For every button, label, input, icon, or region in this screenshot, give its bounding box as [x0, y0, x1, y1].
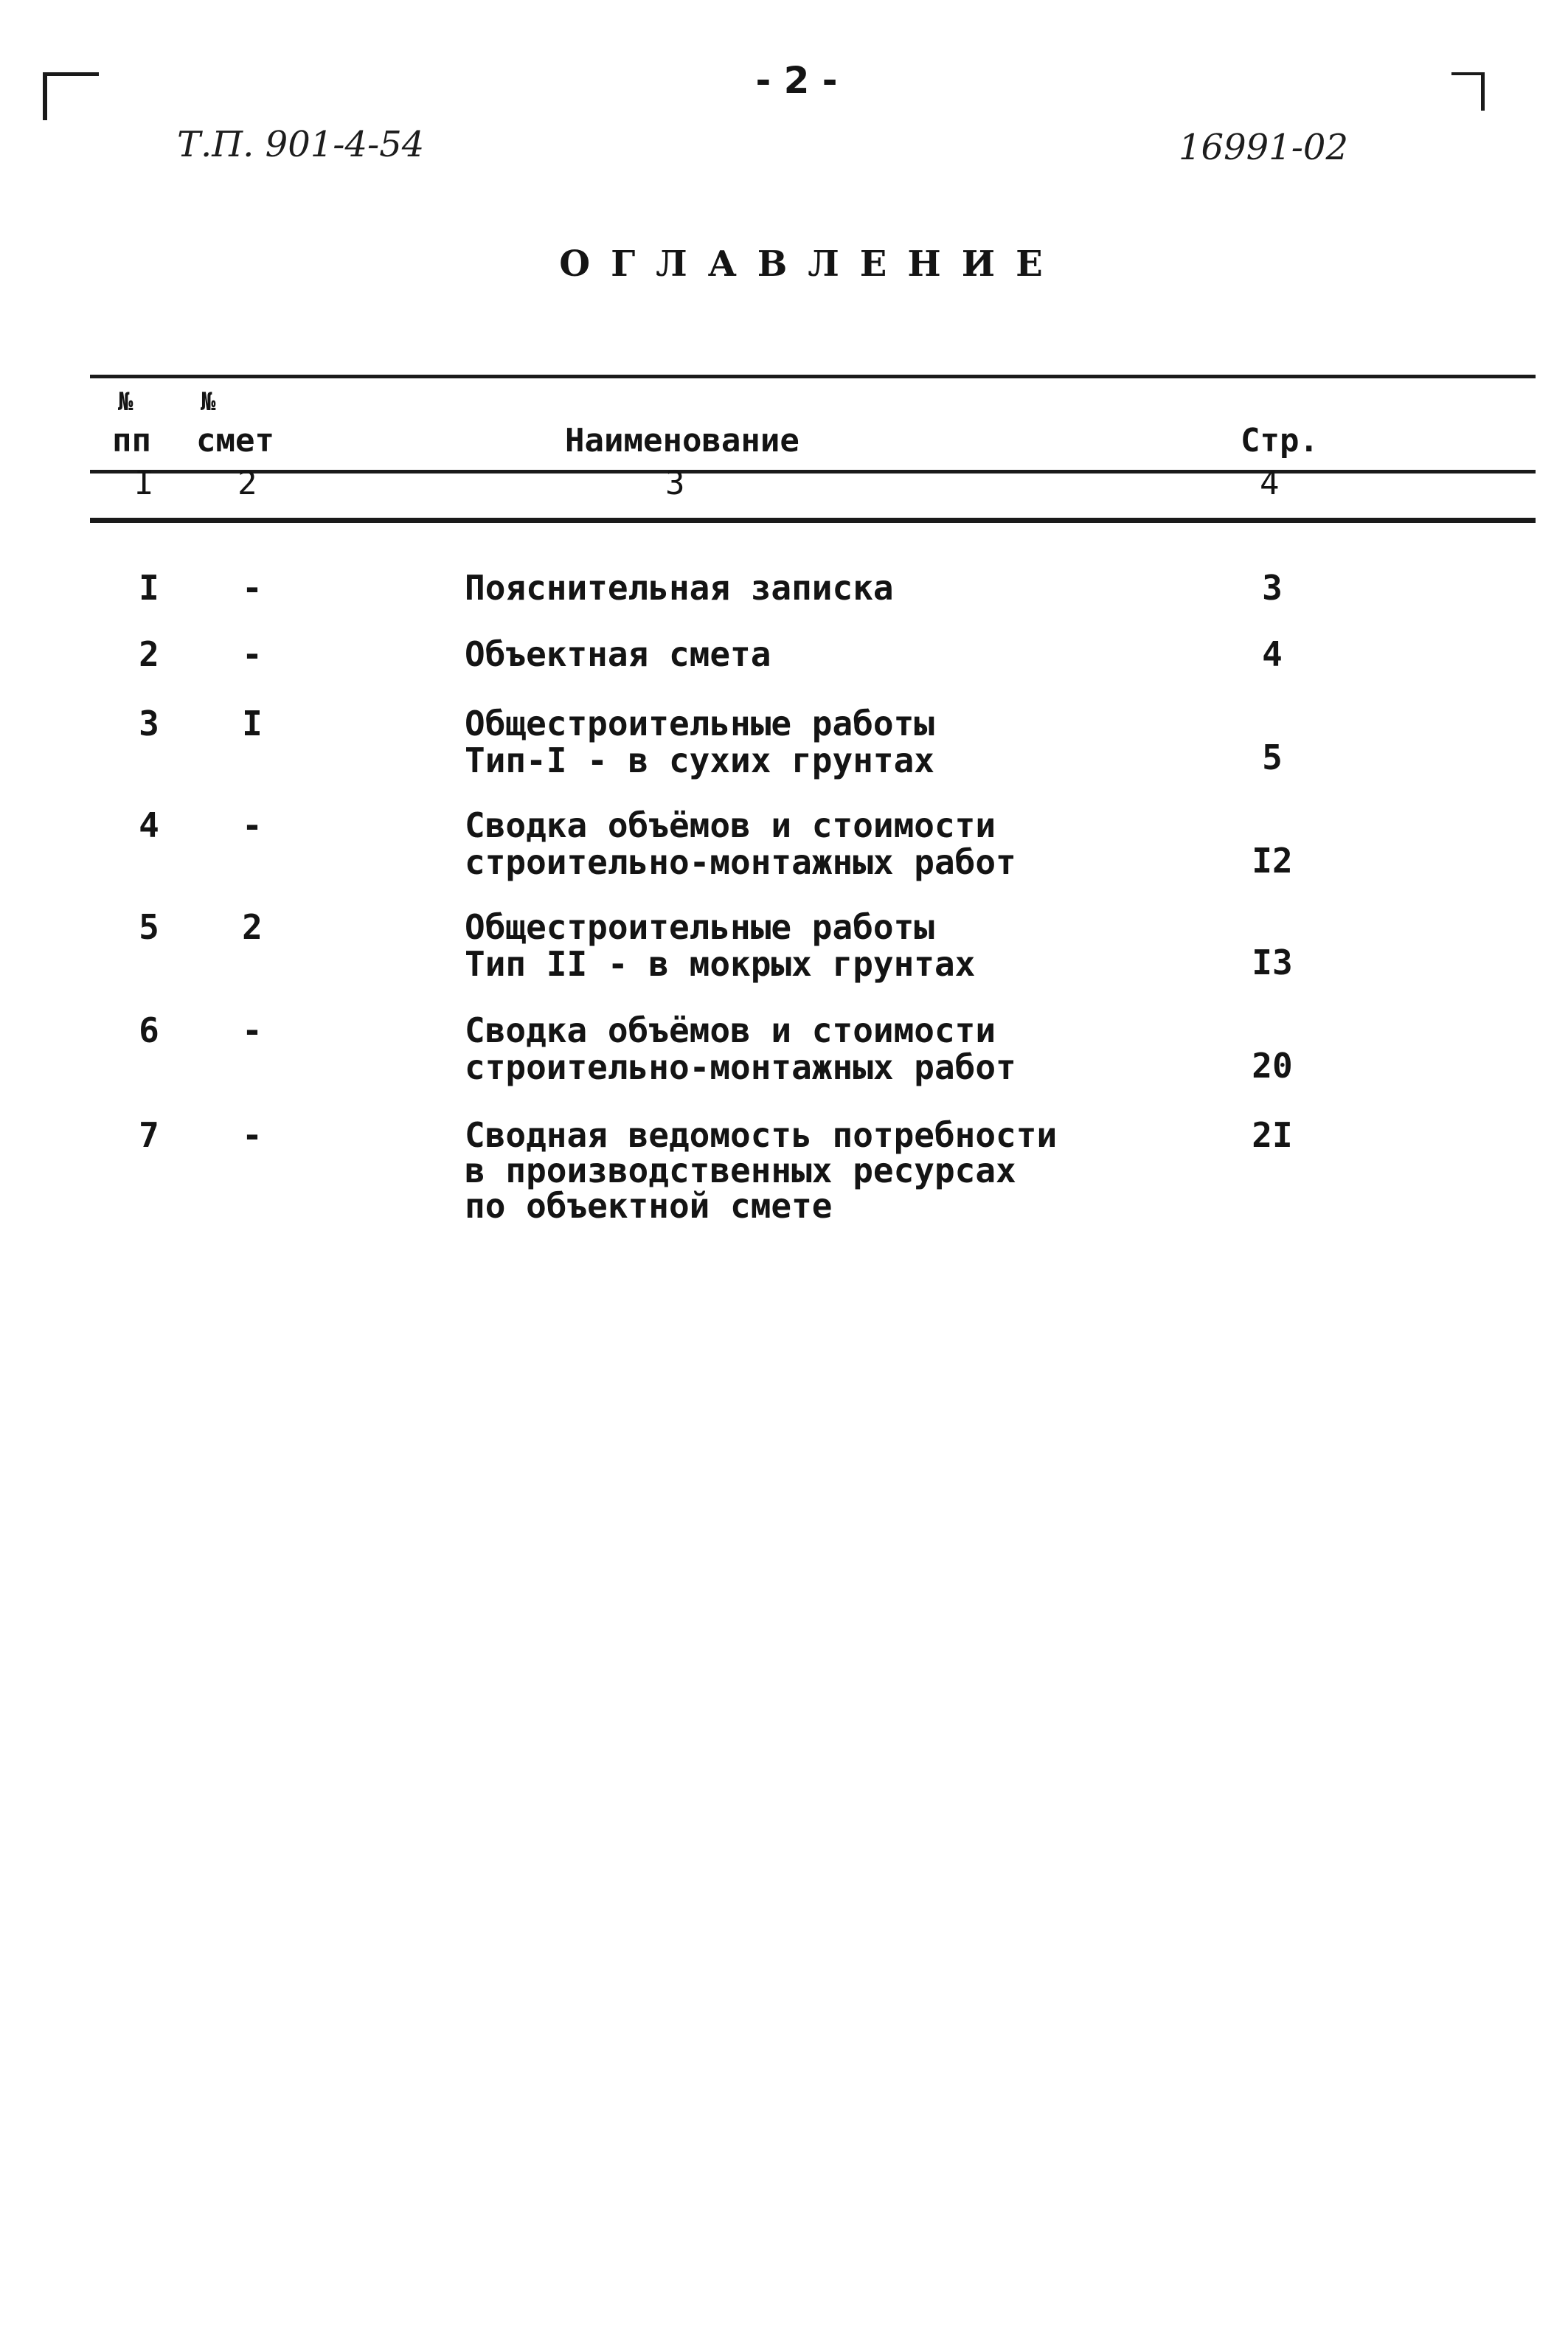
- page-number: - 2 -: [755, 59, 838, 102]
- col-page-header: Стр.: [1241, 422, 1319, 459]
- row-pp: I: [139, 568, 159, 608]
- row-page: I3: [1252, 943, 1293, 982]
- col-name-header: Наименование: [565, 422, 799, 459]
- row-pp: 3: [139, 704, 159, 743]
- row-name-line: Сводка объёмов и стоимости: [465, 805, 996, 845]
- row-name-line: Общестроительные работы: [465, 704, 934, 743]
- row-smet: -: [242, 1010, 263, 1050]
- page-title: ОГЛАВЛЕНИЕ: [559, 243, 1064, 285]
- corner-mark-top-right: [1451, 72, 1485, 111]
- row-page: 5: [1262, 738, 1283, 777]
- row-pp: 7: [139, 1115, 159, 1155]
- col-smet-mark: №: [201, 387, 216, 417]
- row-name-line: строительно-монтажных работ: [465, 1047, 1016, 1087]
- row-smet: -: [242, 634, 263, 674]
- corner-mark-top-left: [43, 72, 99, 120]
- row-name-line: по объектной смете: [465, 1186, 833, 1226]
- col-smet-header: смет: [196, 422, 274, 459]
- row-name-line: Пояснительная записка: [465, 568, 894, 608]
- row-smet: 2: [242, 907, 263, 947]
- row-page: 4: [1262, 634, 1283, 674]
- row-pp: 6: [139, 1010, 159, 1050]
- row-page: I2: [1252, 841, 1293, 881]
- col-smet-index: 2: [237, 465, 257, 502]
- document-code: Т.П. 901-4-54: [177, 124, 425, 165]
- row-name-line: Общестроительные работы: [465, 907, 934, 947]
- row-name-line: Сводная ведомость потребности: [465, 1115, 1058, 1155]
- row-pp: 2: [139, 634, 159, 674]
- row-page: 2I: [1252, 1115, 1293, 1155]
- row-page: 20: [1252, 1046, 1293, 1086]
- table-rule-middle: [90, 470, 1536, 473]
- row-page: 3: [1262, 568, 1283, 608]
- row-smet: -: [242, 568, 263, 608]
- row-name-line: Сводка объёмов и стоимости: [465, 1010, 996, 1050]
- col-page-index: 4: [1260, 465, 1280, 502]
- row-name-line: строительно-монтажных работ: [465, 842, 1016, 882]
- row-name-line: Объектная смета: [465, 634, 771, 674]
- row-smet: I: [242, 704, 263, 743]
- row-smet: -: [242, 805, 263, 845]
- document-number: 16991-02: [1179, 127, 1348, 168]
- row-smet: -: [242, 1115, 263, 1155]
- table-rule-bottom: [90, 518, 1536, 523]
- col-name-index: 3: [665, 465, 685, 502]
- row-name-line: в производственных ресурсах: [465, 1151, 1016, 1190]
- col-pp-header: пп: [112, 422, 151, 459]
- col-pp-mark: №: [118, 387, 133, 417]
- row-name-line: Тип-I - в сухих грунтах: [465, 740, 934, 780]
- row-pp: 4: [139, 805, 159, 845]
- table-rule-top: [90, 375, 1536, 378]
- row-pp: 5: [139, 907, 159, 947]
- col-pp-index: I: [134, 465, 154, 502]
- row-name-line: Тип II - в мокрых грунтах: [465, 944, 976, 984]
